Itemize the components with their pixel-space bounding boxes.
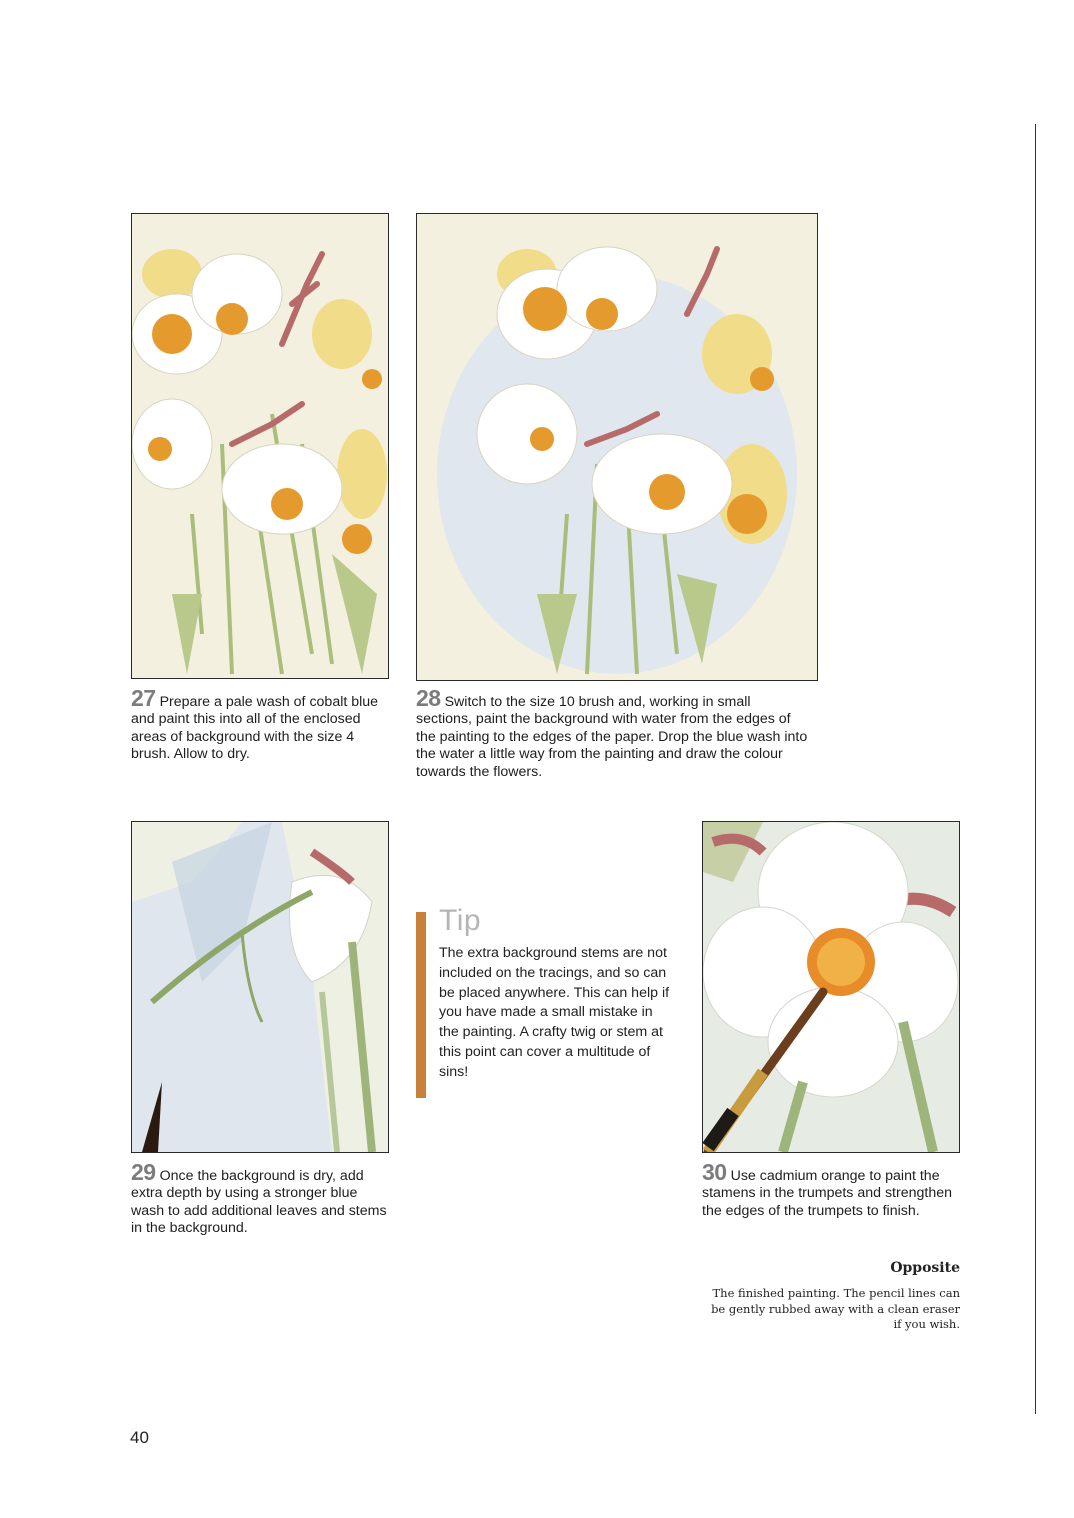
page-number: 40	[130, 1428, 149, 1447]
tip-text: The extra background stems are not included on the tracings, and so can be placed anywhere. This can help if you have made a small mistake in the painting. A crafty twig or stem at this point can cover a multitude of sins!	[439, 945, 670, 1080]
tip-accent-bar	[416, 912, 426, 1098]
step-number: 30	[702, 1159, 727, 1185]
page-edge-rule	[1035, 124, 1036, 1414]
step-27-caption	[131, 685, 391, 764]
step-text: Prepare a pale wash of cobalt blue and paint this into all of the enclosed areas of background with the size 4 brush. Allow to dry.	[131, 694, 379, 763]
step-30-caption	[702, 1159, 952, 1220]
step-text: Use cadmium orange to paint the stamens in the trumpets and strengthen the edges of the trumpets to finish.	[702, 1168, 952, 1219]
opposite-title: Opposite	[890, 1260, 960, 1276]
step-28-painting	[416, 213, 818, 681]
step-number: 28	[416, 685, 441, 711]
daffodil-painting-image	[132, 214, 388, 678]
daffodil-painting-image	[417, 214, 817, 680]
step-text: Switch to the size 10 brush and, working in small sections, paint the background with water from the edges of the painting to the edges of the paper. Drop the blue wash into the water a little way from the painting and draw the colour towards the flowers.	[416, 694, 808, 780]
step-number: 29	[131, 1159, 156, 1185]
detail-painting-image	[132, 822, 388, 1152]
step-28-caption	[416, 685, 808, 781]
step-27-painting	[131, 213, 389, 679]
opposite-caption: The finished painting. The pencil lines can be gently rubbed away with a clean eraser if you wish.	[711, 1286, 960, 1331]
tip-title: Tip	[439, 904, 482, 937]
step-number: 27	[131, 685, 156, 711]
step-30-painting	[702, 821, 960, 1153]
step-29-painting	[131, 821, 389, 1153]
step-text: Once the background is dry, add extra depth by using a stronger blue wash to add additional leaves and stems in the background.	[131, 1168, 387, 1237]
step-29-caption	[131, 1159, 393, 1238]
detail-painting-image	[703, 822, 959, 1152]
